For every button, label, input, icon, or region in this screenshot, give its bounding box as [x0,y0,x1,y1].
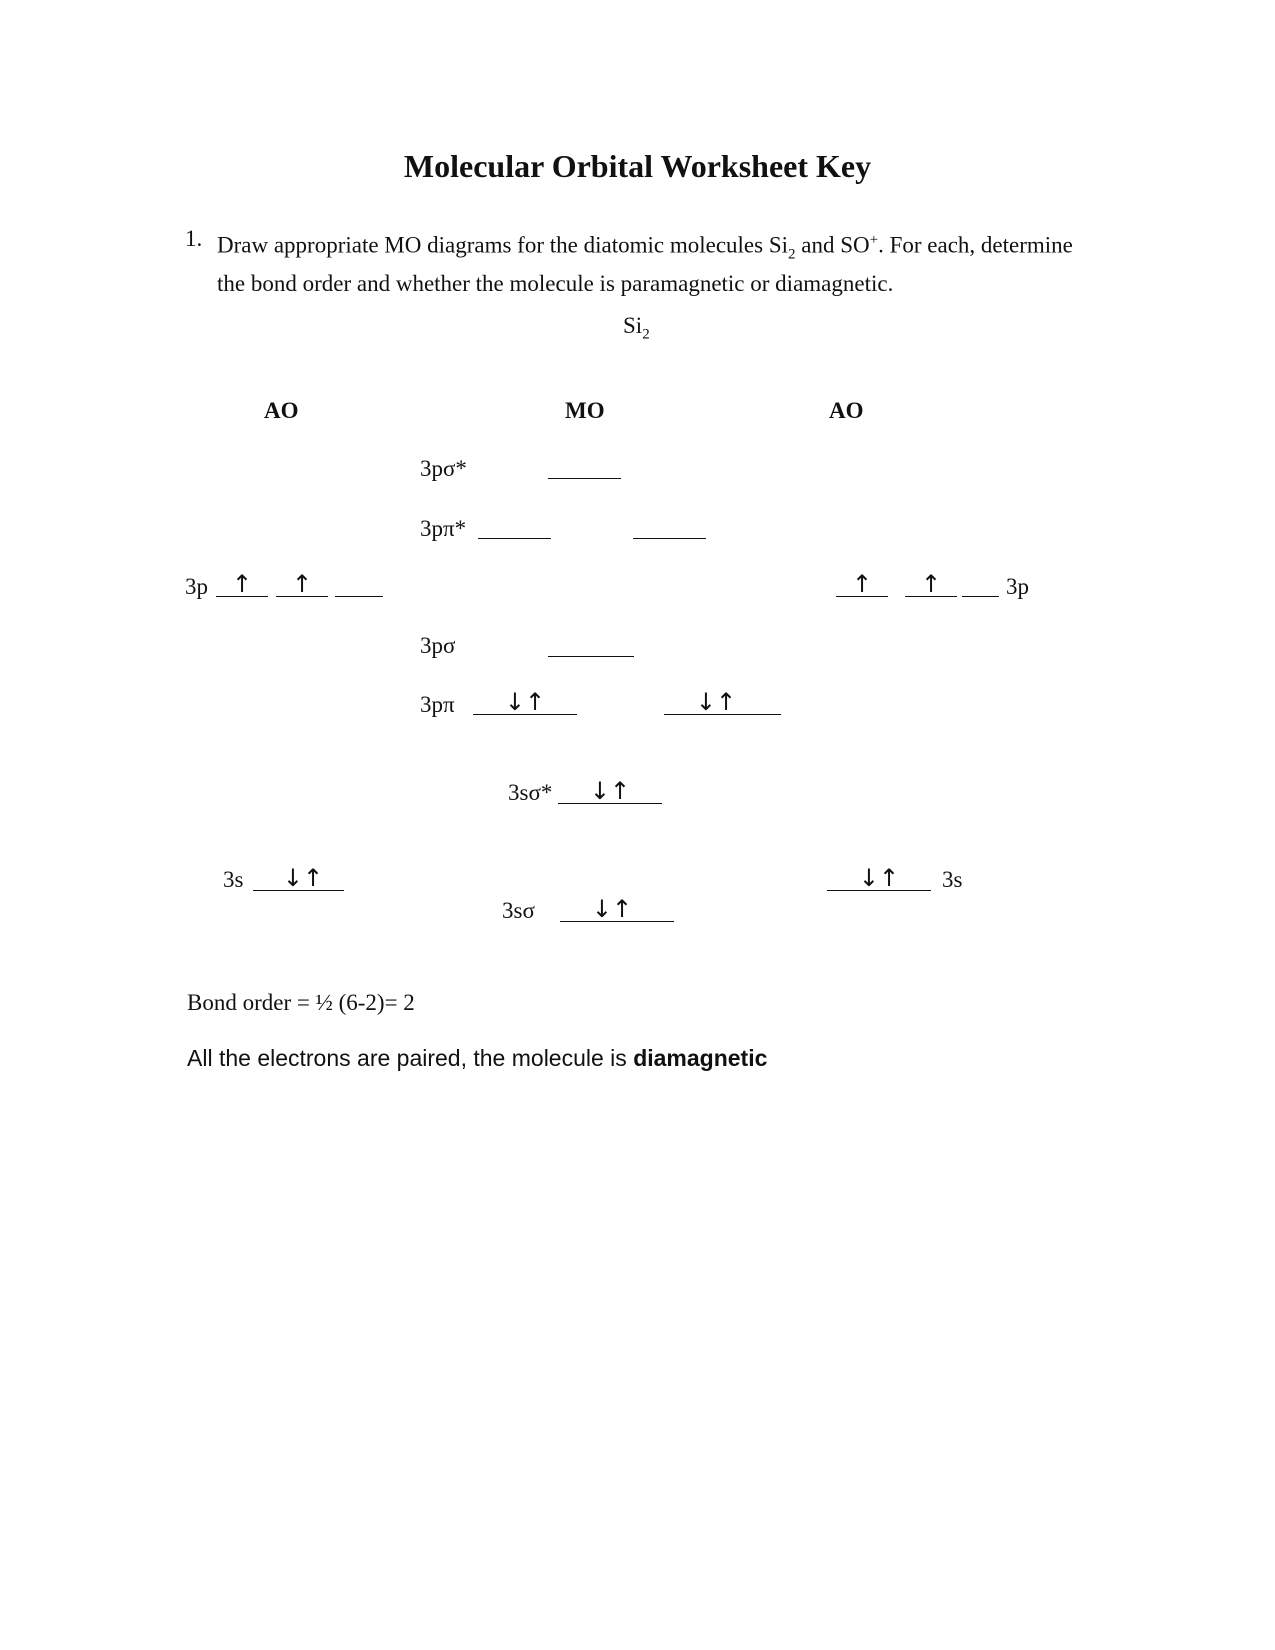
question-text-part2: and SO [795,232,870,258]
electron-pair-arrows: ↓↑ [504,688,546,716]
electron-up-arrow: ↑ [920,570,942,598]
label-3p-sigma: 3pσ [420,633,456,658]
orbital-3p-pi-star-1 [478,538,551,539]
question-subscript: 2 [788,246,796,263]
molecule-subscript: 2 [642,326,650,343]
electron-up-arrow: ↑ [291,570,313,598]
conclusion-body: All the electrons are paired, the molecule is [187,1045,634,1071]
electron-up-arrow: ↑ [851,570,873,598]
electron-pair-arrows: ↓↑ [589,777,631,805]
orbital-3p-sigma-star [548,478,621,479]
column-header-mo: MO [565,398,605,423]
orbital-3p-pi-star-2 [633,538,706,539]
orbital-left-3p-3 [335,596,383,597]
question-text-part3: . For each, determine the bond order and whether the molecule is paramagnetic or diamagnetic. [217,232,1073,297]
question-text [217,226,1077,298]
label-3s-sigma: 3sσ [502,898,535,923]
conclusion-emphasis: diamagnetic [633,1045,768,1071]
molecule-heading [623,313,650,344]
bond-order-text: Bond order = ½ (6-2)= 2 [187,990,415,1015]
electron-pair-arrows: ↓↑ [858,864,900,892]
column-header-right-ao: AO [829,398,864,423]
electron-pair-arrows: ↓↑ [282,864,324,892]
label-3p-pi-star: 3pπ* [420,516,467,541]
electron-pair-arrows: ↓↑ [695,688,737,716]
label-right-3s: 3s [942,867,963,892]
electron-up-arrow: ↑ [231,570,253,598]
orbital-3p-sigma [548,656,634,657]
molecule-base: Si [623,313,643,338]
label-3s-sigma-star: 3sσ* [508,780,553,805]
electron-pair-arrows: ↓↑ [591,895,633,923]
column-header-left-ao: AO [264,398,299,423]
question-superscript: + [869,232,879,248]
question-text-part1: Draw appropriate MO diagrams for the diatomic molecules Si [217,232,789,258]
question-number: 1. [185,226,203,251]
page-title: Molecular Orbital Worksheet Key [403,148,872,184]
conclusion-text [187,1045,767,1072]
label-3p-pi: 3pπ [420,692,455,717]
orbital-right-3p-3 [962,596,999,597]
label-3p-sigma-star: 3pσ* [420,456,467,481]
label-right-3p: 3p [1006,574,1029,599]
label-left-3s: 3s [223,867,244,892]
label-left-3p: 3p [185,574,208,599]
